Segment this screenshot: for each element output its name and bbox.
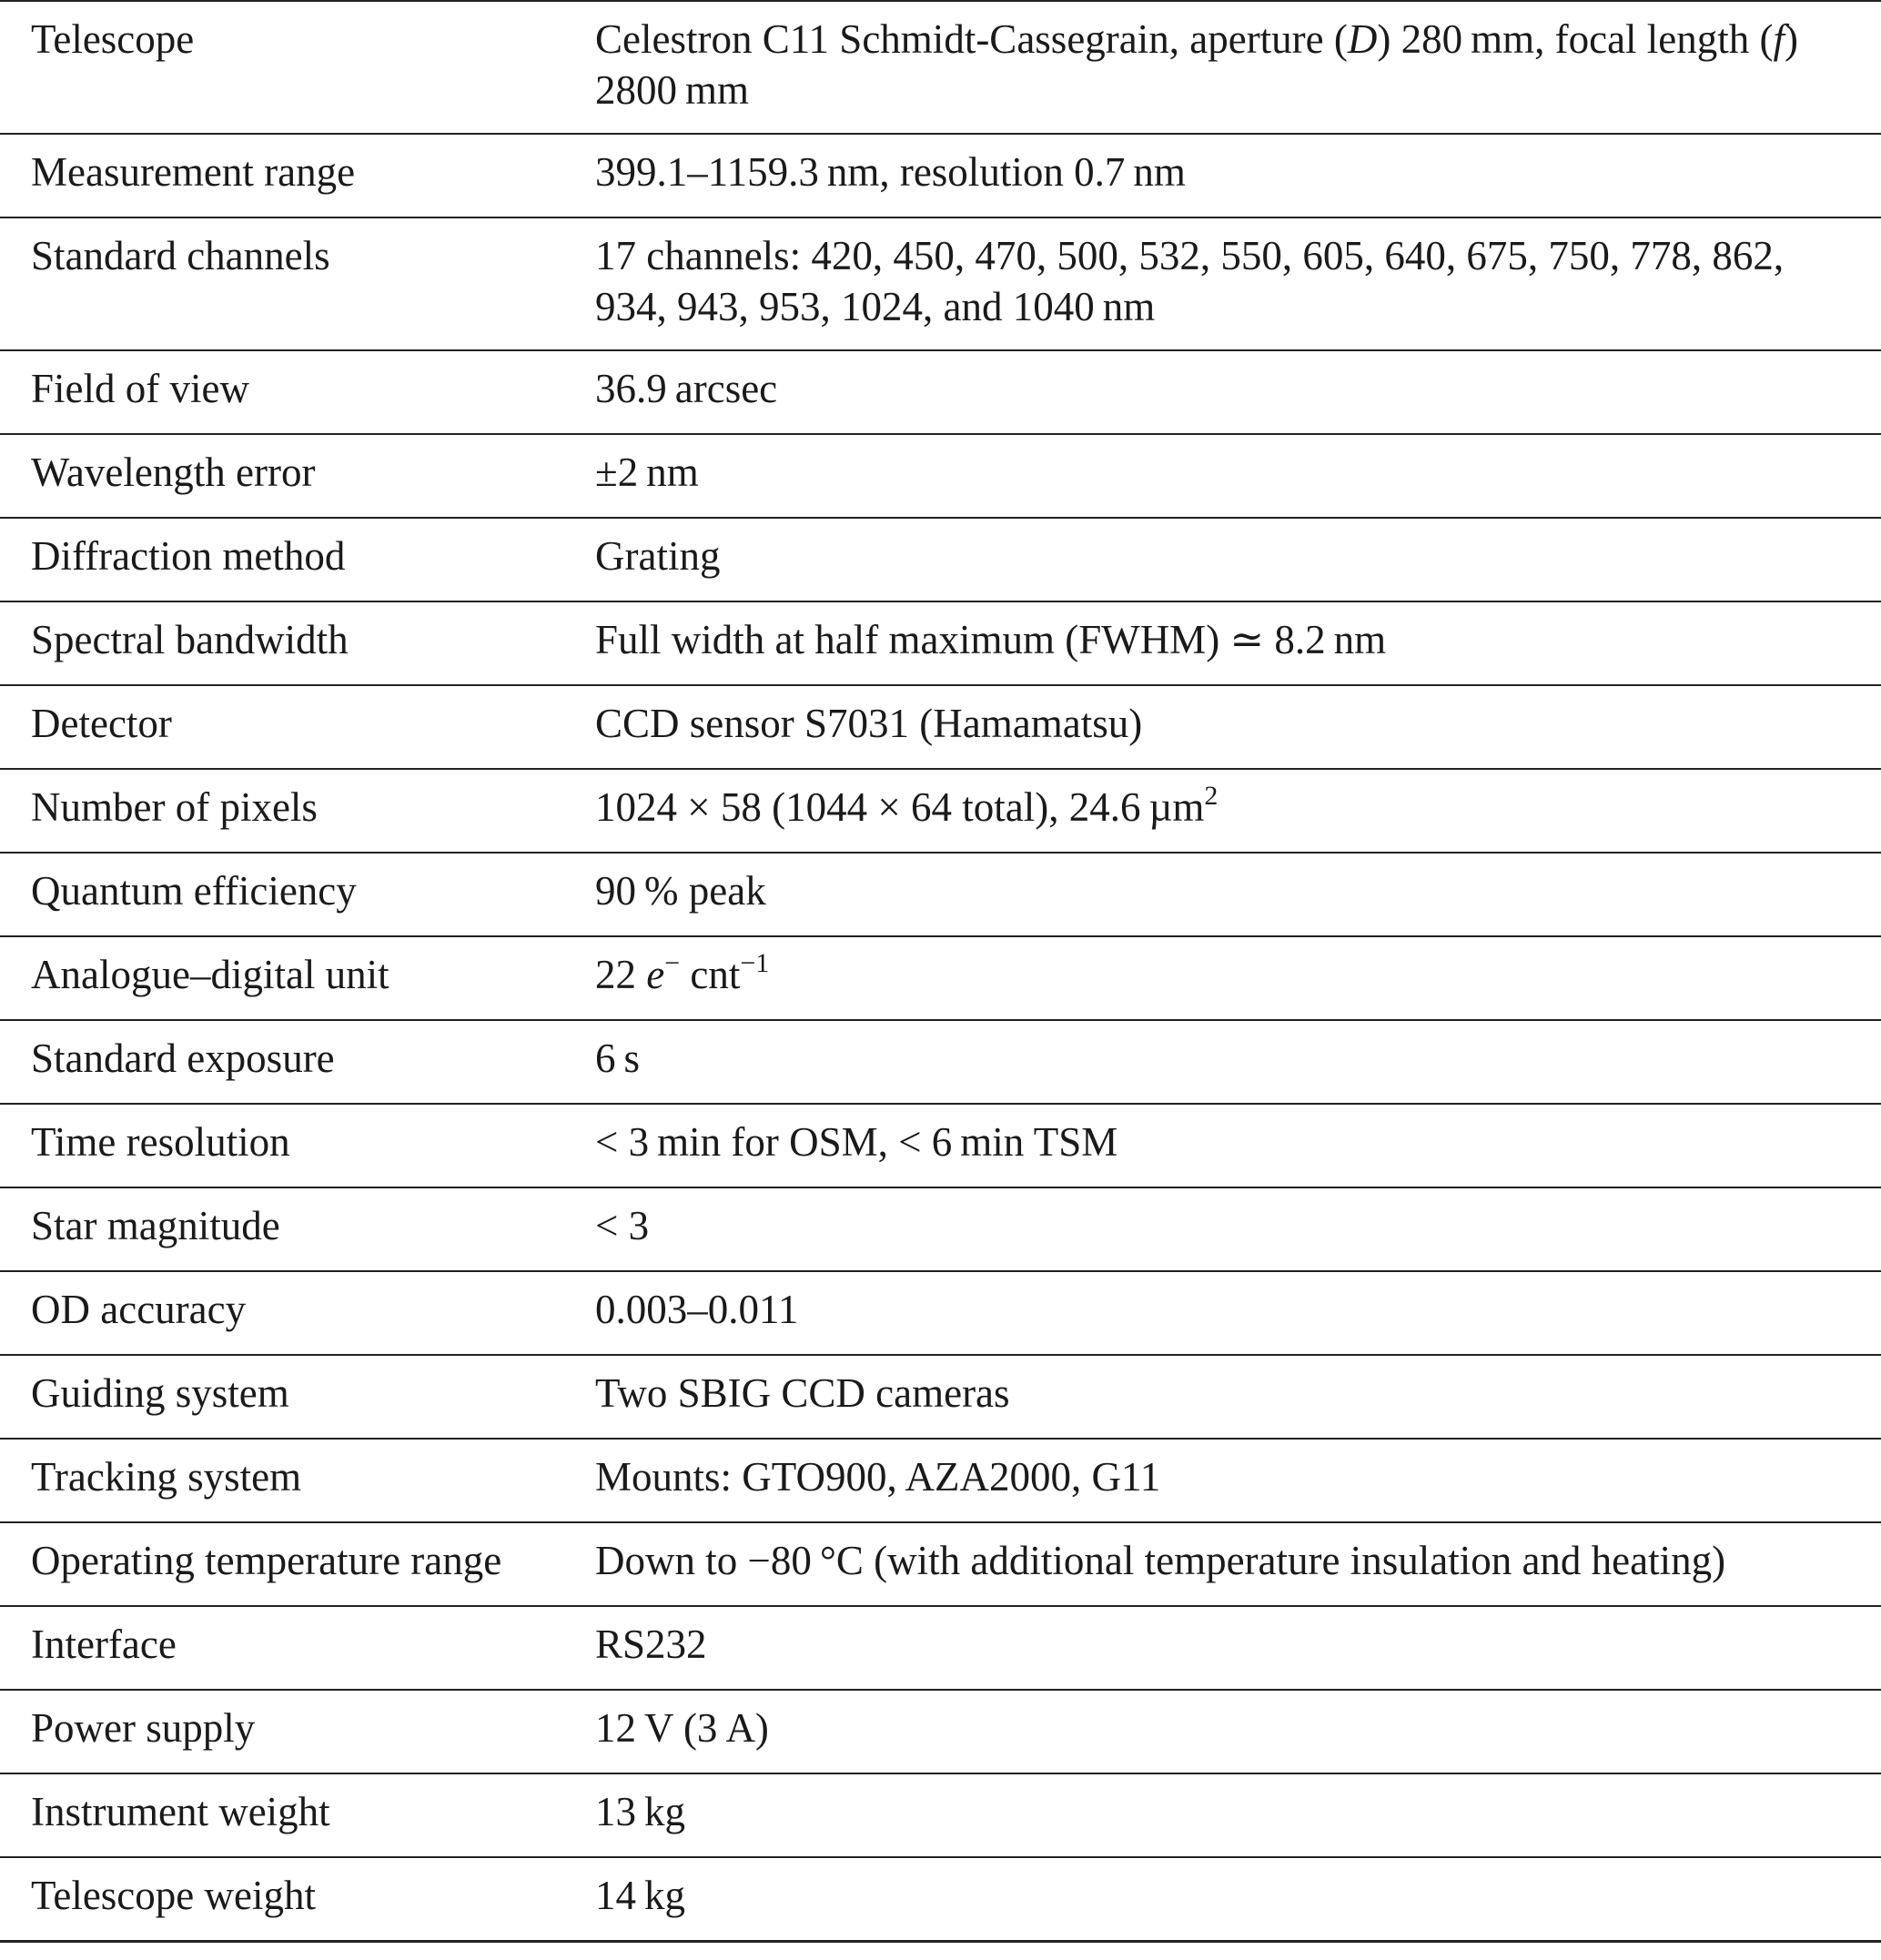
table-row xyxy=(0,685,1881,769)
row-value: Down to −80 °C (with additional temperature insulation and heating) xyxy=(595,1538,1726,1583)
row-value: Full width at half maximum (FWHM) ≃ 8.2 nm xyxy=(595,617,1387,662)
row-value: CCD sensor S7031 (Hamamatsu) xyxy=(595,701,1143,746)
table-row xyxy=(0,434,1881,518)
row-label: Tracking system xyxy=(31,1454,302,1500)
row-value: 0.003–0.011 xyxy=(595,1287,799,1332)
table-row xyxy=(0,1187,1881,1271)
table-row xyxy=(0,1104,1881,1187)
table-row xyxy=(0,217,1881,350)
row-label: Time resolution xyxy=(31,1119,290,1165)
row-value: 17 channels: 420, 450, 470, 500, 532, 550, 605, 640, 675, 750, 778, 862, 934, 943, 953, 1024, and 1040 nm xyxy=(595,233,1785,329)
table-row xyxy=(0,134,1881,217)
row-label: Star magnitude xyxy=(31,1203,280,1248)
row-value: 399.1–1159.3 nm, resolution 0.7 nm xyxy=(595,149,1186,195)
table-row xyxy=(0,350,1881,434)
table-row xyxy=(0,518,1881,601)
row-value: < 3 min for OSM, < 6 min TSM xyxy=(595,1119,1118,1165)
row-value: < 3 xyxy=(595,1203,650,1248)
table-row xyxy=(0,1690,1881,1773)
table-row xyxy=(0,1439,1881,1522)
row-value: 13 kg xyxy=(595,1789,686,1834)
table-row xyxy=(0,1773,1881,1857)
row-value: Two SBIG CCD cameras xyxy=(595,1370,1010,1416)
table-row xyxy=(0,1606,1881,1690)
row-label: Spectral bandwidth xyxy=(31,617,349,662)
row-label: Measurement range xyxy=(31,149,356,195)
table-row xyxy=(0,1271,1881,1355)
table-row xyxy=(0,1857,1881,1942)
row-label: Standard exposure xyxy=(31,1036,335,1081)
row-value: RS232 xyxy=(595,1622,707,1667)
row-value: 6 s xyxy=(595,1036,641,1081)
row-label: Instrument weight xyxy=(31,1789,330,1834)
row-label: Number of pixels xyxy=(31,784,318,830)
row-label: Telescope weight xyxy=(31,1873,316,1918)
row-label: Interface xyxy=(31,1622,177,1667)
row-value: 12 V (3 A) xyxy=(595,1705,769,1751)
row-value: 90 % peak xyxy=(595,868,766,914)
row-value: 22 e− cnt$^{-1}$ xyxy=(595,948,770,997)
row-value: Grating xyxy=(595,533,721,579)
table-row xyxy=(0,1522,1881,1606)
row-label: Guiding system xyxy=(31,1370,289,1416)
row-value: ±2 nm xyxy=(595,450,699,495)
table-row xyxy=(0,936,1881,1020)
table-row xyxy=(0,1020,1881,1104)
row-label: Power supply xyxy=(31,1705,256,1751)
row-label: Wavelength error xyxy=(31,450,316,495)
row-label: Diffraction method xyxy=(31,533,346,579)
table-row xyxy=(0,1,1881,134)
row-value: 14 kg xyxy=(595,1873,686,1918)
table-row xyxy=(0,601,1881,685)
row-label: Analogue–digital unit xyxy=(31,952,389,997)
row-label: Standard channels xyxy=(31,233,330,278)
table-row xyxy=(0,769,1881,853)
row-value: Celestron C11 Schmidt-Cassegrain, aperture (D) 280 mm, focal length (f) 2800 mm xyxy=(595,16,1799,113)
table-row xyxy=(0,853,1881,936)
row-label: Telescope xyxy=(31,16,195,62)
row-value: 1024 × 58 (1044 × 64 total), 24.6 µm$^2$ xyxy=(595,781,1219,830)
row-label: Operating temperature range xyxy=(31,1538,502,1583)
row-value: 36.9 arcsec xyxy=(595,366,778,411)
row-label: Field of view xyxy=(31,366,249,411)
row-value: Mounts: GTO900, AZA2000, G11 xyxy=(595,1454,1161,1500)
row-label: Quantum efficiency xyxy=(31,868,357,914)
row-label: OD accuracy xyxy=(31,1287,247,1332)
table-row xyxy=(0,1355,1881,1439)
row-label: Detector xyxy=(31,701,172,746)
